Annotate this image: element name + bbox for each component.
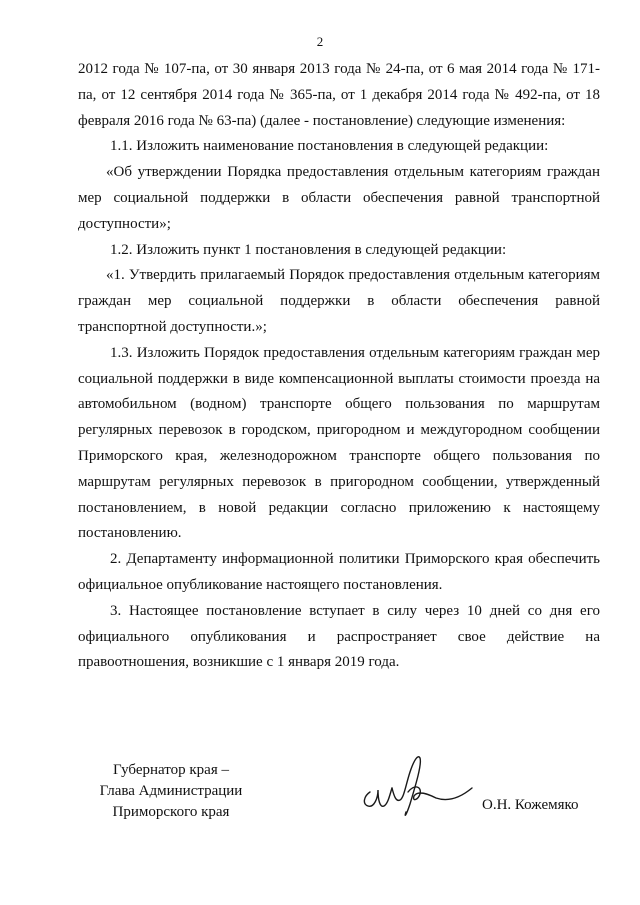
paragraph-3: 3. Настоящее постановление вступает в силу через 10 дней со дня его официального опубликования и распространяет свое действие на правоотношения, возникшие с 1 января 2019 года. [78,602,600,671]
paragraph-1-1: 1.1. Изложить наименование постановления в следующей редакции: [110,138,549,155]
paragraph-amendment-intro: 2012 года № 107-па, от 30 января 2013 года № 24-па, от 6 мая 2014 года № 171-па, от 12 сентября 2014 года № 365-па, от 1 декабря 2014 года № 492-па, от 18 февраля 2016 года № 63-па) (далее - постановление) следующие изменения: [78,61,600,129]
signer-position [86,760,256,823]
signer-position-line2: Глава Администрации [99,783,243,799]
page-number: 2 [316,34,324,49]
signer-name: О.Н. Кожемяко [482,797,579,813]
signer-position-line1: Губернатор края – [113,762,229,778]
paragraph-1-2: 1.2. Изложить пункт 1 постановления в следующей редакции: [110,241,507,258]
document-body [78,57,600,676]
signer-position-line3: Приморского края [112,804,230,820]
paragraph-1-3: 1.3. Изложить Порядок предоставления отдельным категориям граждан мер социальной поддержки в виде компенсационной выплаты стоимости проезда на автомобильном (водном) транспорте общего пользования по маршрутам регулярных перевозок в городском, пригородном и междугородном сообщении Приморского края, железнодорожном транспорте общего пользования по маршрутам регулярных перевозок в пригородном сообщении, утвержденный постановлением, в новой редакции согласно приложению к настоящему постановлению. [78,344,600,542]
paragraph-1-2-quote: «1. Утвердить прилагаемый Порядок предоставления отдельным категориям граждан мер социальной поддержки в области обеспечения равной транспортной доступности.»; [78,267,600,335]
paragraph-2: 2. Департаменту информационной политики Приморского края обеспечить официальное опубликование настоящего постановления. [78,551,600,593]
handwritten-signature-icon [356,744,476,824]
paragraph-1-1-quote: «Об утверждении Порядка предоставления отдельным категориям граждан мер социальной поддержки в области обеспечения равной транспортной доступности»; [78,164,600,232]
